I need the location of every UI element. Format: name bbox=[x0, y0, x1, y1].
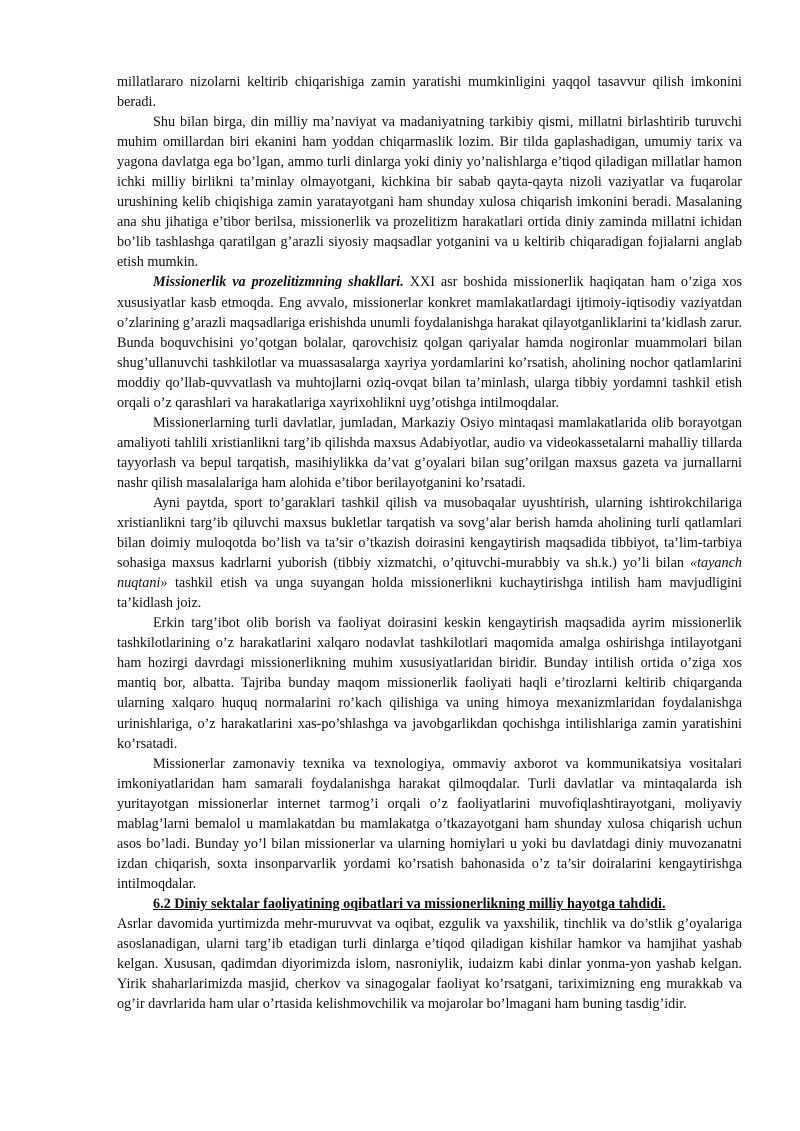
paragraph-religion-national-unity: Shu bilan birga, din milliy ma’naviyat va madaniyatning tarkibiy qismi, millatni birlashtirib turuvchi muhim omillardan biri ekanini ham yoddan chiqarmaslik lozim. Bir tilda gaplashadigan, umumiy tarix va yagona davlatga ega bo’lgan, ammo turli dinlarga yoki diniy yo’nalishlarga e’tiqod qiladigan millatlar hamon ichki milliy birlikni ta’minlay olmayotgani, kichkina bir sabab qayta-qayta nizoli vaziyatlar va fuqarolar urushining kelib chiqishiga zamin yaratayotgani ham shunday xulosa chiqarish imkonini beradi. Masalaning ana shu jihatiga e’tibor berilsa, missionerlik va prozelitizm harakatlari ortida diniy zaminda millatni ichidan bo’lib tashlashga qaratilgan g’arazli siyosiy maqsadlar yotganini va u keltirib chiqaradigan fojialarni anglab etish mumkin. bbox=[117, 114, 742, 271]
paragraph-missionary-forms bbox=[117, 272, 742, 412]
paragraph-central-asia-practice: Missionerlarning turli davlatlar, jumladan, Markaziy Osiyo mintaqasi mamlakatlarida olib borayotgan amaliyoti tahlili xristianlikni targ’ib qilishda maxsus Adabiyotlar, audio va videokassetalarni mahalliy tillarda tayyorlash va bepul tarqatish, masihiylikka da’vat g’oyalari bilan sug’orilgan maxsus gazeta va jurnallarni nashr qilish masalalariga ham alohida e’tibor berilayotganini ko’rsatadi. bbox=[117, 414, 742, 491]
document-page bbox=[117, 72, 742, 1014]
paragraph-sports-clubs-start: Ayni paytda, sport to’garaklari tashkil qilish va musobaqalar uyushtirish, ularning ishtirokchilariga xristianlikni targ’ib qiluvchi maxsus bukletlar tarqatish va sovg’alar berish hamda aholining turli qatlamlari bilan doimiy muloqotda bo’lish va ta’sir o’tkazish doirasini kengaytirish maqsadida tibbiyot, ta’lim-tarbiya sohasiga maxsus kadrlarni yuborish (tibbiy xizmatchi, o’qituvchi-murabbiy va sh.k.) yo’li bilan bbox=[117, 494, 742, 572]
italic-term-support-point: «tayanch nuqtani» bbox=[117, 555, 742, 592]
paragraph-sports-clubs-end: tashkil etish va unga suyangan holda missionerlikni kuchaytirishga intilish ham mavjudligini ta’kidlash joiz. bbox=[117, 575, 742, 612]
paragraph-modern-technology: Missionerlar zamonaviy texnika va texnologiya, ommaviy axborot va kommunikatsiya vositalari imkoniyatlaridan ham samarali foydalanishga harakat qilmoqdalar. Turli davlatlar va mintaqalarda ish yuritayotgan missionerlar internet tarmog’i orqali o’z faoliyatlarini muvofiqlashtirayotgani, moliyaviy mablag’larni bemalol u mamlakatdan bu mamlakatga o’tkazayotgani ham shunday xulosa chiqarish uchun asos bo’ladi. Bunday yo’l bilan missionerlar va ularning homiylari u yoki bu davlatdagi diniy muvozanatni izdan chiqarish, soxta insonparvarlik yordami ko’rsatish bahonasida o’z ta’sir doiralarini kengaytirishga intilmoqdalar. bbox=[117, 755, 742, 892]
section-title: 6.2 Diniy sektalar faoliyatining oqibatlari va missionerlikning milliy hayotga tahdidi. bbox=[153, 895, 666, 912]
inline-heading-missionary-forms: Missionerlik va prozelitizmning shakllari. bbox=[153, 274, 404, 291]
paragraph-missionary-forms-body: XXI asr boshida missionerlik haqiqatan ham o’ziga xos xususiyatlar kasb etmoqda. Eng avvalo, missionerlar konkret mamlakatlardagi ijtimoiy-iqtisodiy vaziyatdan o’zlarining g’arazli maqsadlariga erishishda unumli foydalanishga harakat qilayotganliklarini ta’kidlash zarur. Bunda boquvchisini yo’qotgan bolalar, qarovchisiz qolgan qariyalar hamda nogironlar muammolari bilan shug’ullanuvchi tashkilotlar va muassasalarga xayriya yordamlarini ko’rsatish, aholining nochor qatlamlarini moddiy qo’llab-quvvatlash va muhtojlarni oziq-ovqat bilan ta’minlash, ularga tibbiy yordamni tashkil etish orqali o’z qarashlari va harakatlariga xayrixohlikni uyg’otishga intilmoqdalar. bbox=[117, 274, 742, 411]
paragraph-ngo-status: Erkin targ’ibot olib borish va faoliyat doirasini keskin kengaytirish maqsadida ayrim missionerlik tashkilotlarining o’z harakatlarini xalqaro nodavlat tashkilotlari maqomida amalga oshirishga intilayotgani ham hozirgi davrdagi missionerlikning muhim xususiyatlaridan biridir. Bunday intilish ortida o’ziga xos mantiq bor, albatta. Tajriba bunday maqom missionerlik faoliyati haqli e’tirozlarni keltirib chiqarganda ularning xalqaro huquq normalarini ro’kach qilishiga va uning himoya mexanizmlaridan foydalanishga urinishlariga, o’z harakatlarini xas-po’shlashga va javobgarlikdan qochishga intilishlariga zamin yaratishini ko’rsatadi. bbox=[117, 615, 742, 752]
paragraph-continuation: millatlararo nizolarni keltirib chiqarishiga zamin yaratishi mumkinligini yaqqol tasavvur qilish imkonini beradi. bbox=[117, 74, 742, 111]
paragraph-religious-harmony: Asrlar davomida yurtimizda mehr-muruvvat va oqibat, ezgulik va yaxshilik, tinchlik va do’stlik g’oyalariga asoslanadigan, ularni targ’ib etadigan turli dinlarga e’tiqod qiladigan kishilar hamkor va hamjihat yashab kelgan. Xususan, qadimdan diyorimizda islom, nasroniylik, iudaizm kabi dinlar yonma-yon yashab kelgan. Yirik shaharlarimizda masjid, cherkov va sinagogalar faoliyat ko’rsatgani, tariximizning eng murakkab va og’ir davrlarida ham ular o’rtasida kelishmovchilik va mojarolar bo’lmagani ham buning tasdig’idir. bbox=[117, 915, 742, 1013]
paragraph-sports-clubs bbox=[117, 493, 742, 613]
